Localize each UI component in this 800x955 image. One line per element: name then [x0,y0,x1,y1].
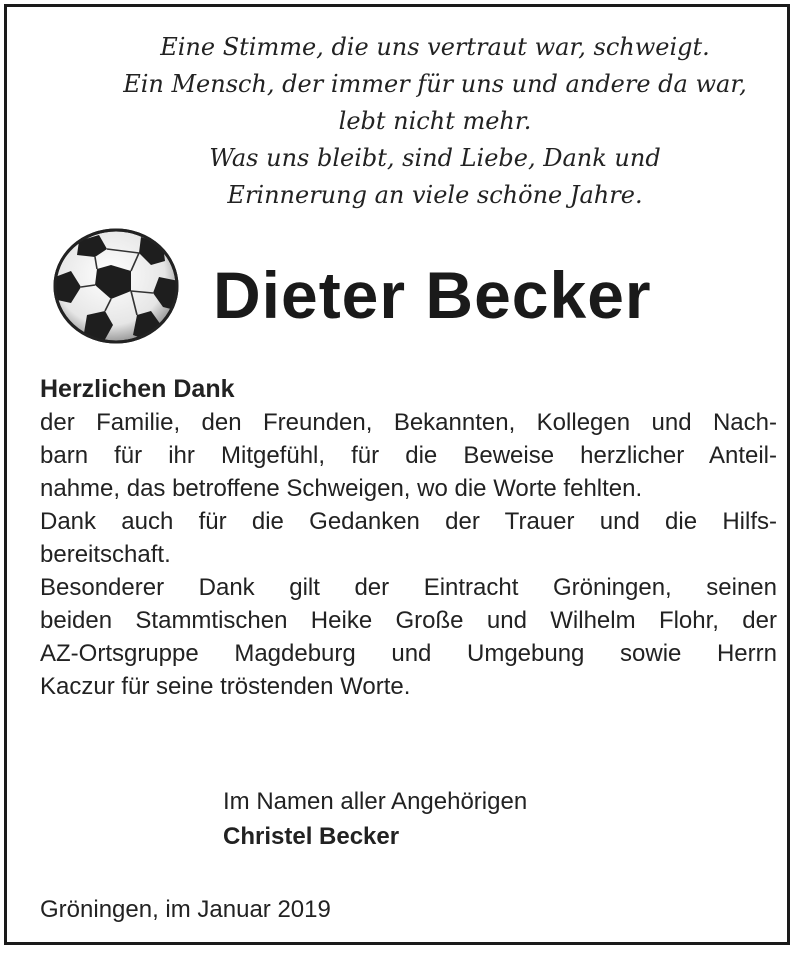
soccer-ball-icon [51,227,181,345]
thanks-heading: Herzlichen Dank [40,375,235,403]
signature-name: Christel Becker [223,823,400,850]
poem-line: Eine Stimme, die uns vertraut war, schweigt. [160,33,710,61]
poem-line: Ein Mensch, der immer für uns und andere da war, [123,70,747,98]
poem-line: Erinnerung an viele schöne Jahre. [227,181,643,209]
thanks-line: bereitschaft. [40,541,171,568]
thanks-line: barn für ihr Mitgefühl, für die Beweise herzlicher Anteil- [40,442,777,469]
thanks-line: nahme, das betroffene Schweigen, wo die Worte fehlten. [40,475,643,502]
deceased-name: Dieter Becker [213,258,652,332]
poem [7,29,793,214]
thanks-line: Kaczur für seine tröstenden Worte. [40,673,411,700]
thanks-line: Besonderer Dank gilt der Eintracht Gröningen, seinen [40,574,777,601]
thanks-line: beiden Stammtischen Heike Große und Wilhelm Flohr, der [40,607,777,634]
signature [223,784,527,854]
thanks-line: AZ-Ortsgruppe Magdeburg und Umgebung sowie Herrn [40,640,777,667]
poem-line: lebt nicht mehr. [338,107,532,135]
thanks-line: der Familie, den Freunden, Bekannten, Kollegen und Nach- [40,409,777,436]
poem-line: Was uns bleibt, sind Liebe, Dank und [209,144,661,172]
signature-line: Im Namen aller Angehörigen [223,788,528,815]
thanks-section [40,373,777,703]
place-date: Gröningen, im Januar 2019 [40,896,331,923]
obituary-frame [4,4,790,945]
thanks-line: Dank auch für die Gedanken der Trauer und die Hilfs- [40,508,777,535]
